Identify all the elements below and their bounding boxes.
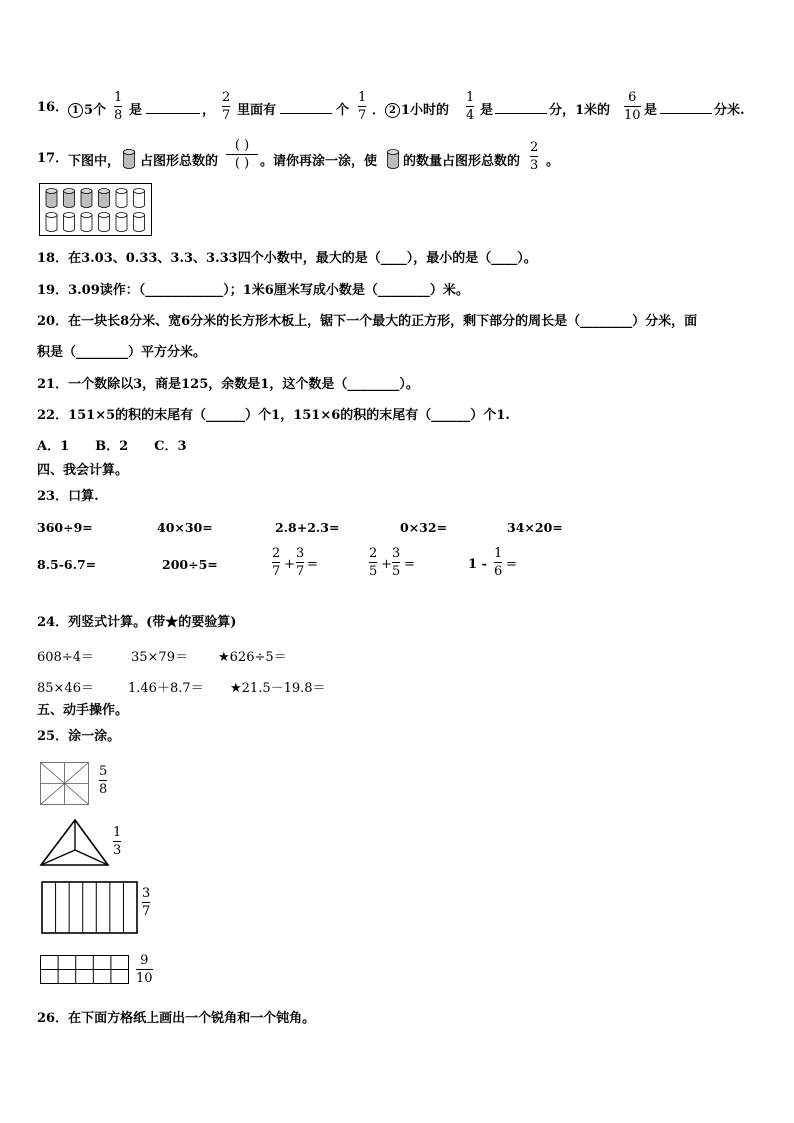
fraction-1-8: 1 8 bbox=[114, 90, 123, 123]
q16-text-e: 个 bbox=[336, 103, 350, 118]
cylinder-grid[interactable] bbox=[39, 183, 153, 237]
fraction-2-7: 2 7 bbox=[272, 546, 281, 579]
fraction-blank[interactable]: ( ) ( ) bbox=[226, 138, 258, 171]
fraction-5-8: 5 8 bbox=[99, 764, 108, 797]
fraction-3-5: 3 5 bbox=[392, 546, 401, 579]
fraction-3-7: 3 7 bbox=[296, 546, 305, 579]
cylinder-icon[interactable] bbox=[116, 189, 127, 208]
answer-blank[interactable] bbox=[660, 101, 712, 114]
fraction-1-6: 1 6 bbox=[494, 546, 503, 579]
q16-number: 16． bbox=[37, 100, 69, 115]
cylinder-icon[interactable] bbox=[46, 213, 57, 232]
q16-text-b: 是 bbox=[129, 103, 143, 118]
cylinder-icon[interactable] bbox=[134, 213, 145, 232]
cylinder-icon bbox=[122, 148, 136, 170]
calc-item: 40×30= bbox=[157, 520, 213, 535]
q16-text-k: 分米. bbox=[714, 103, 745, 118]
vertical-calc-item: 1.46＋8.7＝ bbox=[128, 681, 204, 696]
cylinder-icon[interactable] bbox=[134, 189, 145, 208]
question-21: 21．一个数除以3，商是125，余数是1，这个数是（________）。 bbox=[37, 377, 419, 392]
q16-text-f: ． bbox=[372, 103, 386, 118]
cylinder-icon[interactable] bbox=[99, 189, 110, 208]
q17-text-a: 下图中， bbox=[68, 154, 121, 169]
fraction-3-7: 3 7 bbox=[142, 886, 151, 919]
answer-blank[interactable] bbox=[146, 101, 200, 114]
calc-item: 8.5-6.7= bbox=[37, 557, 97, 572]
q16-text-a: 5个 bbox=[84, 103, 107, 118]
circled-2-icon: 2 bbox=[385, 103, 400, 118]
fraction-1-3: 1 3 bbox=[113, 825, 122, 858]
triangle-thirds-shape[interactable] bbox=[40, 819, 110, 867]
vertical-calc-item: 85×46＝ bbox=[37, 681, 94, 696]
fraction-2-5: 2 5 bbox=[369, 546, 378, 579]
q17-text-b: 占图形总数的 bbox=[140, 154, 219, 169]
q16-text-c: ， bbox=[202, 103, 216, 118]
section-4-heading: 四、我会计算。 bbox=[37, 463, 129, 478]
vertical-calc-item: 608÷4＝ bbox=[37, 650, 94, 665]
answer-blank[interactable] bbox=[280, 101, 332, 114]
calc-item: 34×20= bbox=[507, 520, 563, 535]
q17-text-d: 的数量占图形总数的 bbox=[403, 154, 521, 169]
question-22: 22．151×5的积的末尾有（______）个1，151×6的积的末尾有（______）个1. bbox=[37, 408, 510, 423]
fraction-1-7: 1 7 bbox=[358, 90, 367, 123]
q16-text-g: 1小时的 bbox=[401, 103, 450, 118]
q17-text-e: 。 bbox=[546, 154, 560, 169]
cylinder-icon[interactable] bbox=[99, 213, 110, 232]
plus-sign: + bbox=[381, 557, 392, 572]
q17-number: 17． bbox=[37, 151, 69, 166]
question-24: 24．列竖式计算。(带★的要验算) bbox=[37, 615, 237, 630]
cylinder-icon[interactable] bbox=[64, 213, 75, 232]
circled-1-icon: 1 bbox=[68, 103, 83, 118]
q16-text-i: 分，1米的 bbox=[549, 103, 611, 118]
cylinder-icon[interactable] bbox=[81, 213, 92, 232]
question-20-line1: 20．在一块长8分米、宽6分米的长方形木板上，锯下一个最大的正方形，剩下部分的周长是（________）分米，面 bbox=[37, 314, 698, 329]
question-18: 18．在3.03、0.33、3.3、3.33四个小数中，最大的是（____），最小的是（____）。 bbox=[37, 251, 537, 266]
question-26: 26．在下面方格纸上画出一个锐角和一个钝角。 bbox=[37, 1011, 316, 1026]
section-5-heading: 五、动手操作。 bbox=[37, 703, 129, 718]
q16-text-d: 里面有 bbox=[237, 103, 277, 118]
question-23: 23．口算. bbox=[37, 489, 99, 504]
fraction-6-10: 6 10 bbox=[624, 90, 641, 123]
fraction-1-4: 1 4 bbox=[466, 90, 475, 123]
q16-text-j: 是 bbox=[644, 103, 658, 118]
question-22-options: A．1 B．2 C．3 bbox=[37, 439, 187, 454]
fraction-9-10: 9 10 bbox=[136, 953, 153, 986]
cylinder-icon[interactable] bbox=[116, 213, 127, 232]
rectangle-sevenths-shape[interactable] bbox=[41, 881, 139, 935]
rectangle-tenths-shape[interactable] bbox=[40, 955, 130, 985]
cylinder-icon[interactable] bbox=[46, 189, 57, 208]
answer-blank[interactable] bbox=[495, 101, 547, 114]
question-25: 25．涂一涂。 bbox=[37, 729, 121, 744]
q17-text-c: 。请你再涂一涂，使 bbox=[260, 154, 378, 169]
fraction-2-3: 2 3 bbox=[530, 140, 539, 173]
calc-item: 0×32= bbox=[400, 520, 448, 535]
cylinder-icon[interactable] bbox=[81, 189, 92, 208]
plus-sign: + bbox=[284, 557, 295, 572]
q16-text-h: 是 bbox=[480, 103, 494, 118]
q16-part2 bbox=[372, 99, 449, 118]
vertical-calc-item: 35×79＝ bbox=[131, 650, 188, 665]
calc-item: 2.8+2.3= bbox=[275, 520, 340, 535]
equals-sign: = bbox=[404, 557, 415, 572]
cylinder-icon[interactable] bbox=[64, 189, 75, 208]
question-20-line2: 积是（________）平方分米。 bbox=[37, 345, 207, 360]
whole-one: 1 - bbox=[468, 557, 487, 572]
square-eighths-shape[interactable] bbox=[40, 762, 90, 806]
q16-part1 bbox=[68, 99, 106, 118]
cylinder-icon bbox=[386, 148, 400, 170]
fraction-2-7: 2 7 bbox=[222, 90, 231, 123]
equals-sign: = bbox=[506, 557, 517, 572]
vertical-calc-item: ★21.5－19.8＝ bbox=[230, 681, 326, 696]
question-19: 19．3.09读作：（____________）；1米6厘米写成小数是（________）米。 bbox=[37, 283, 469, 298]
calc-item: 360÷9= bbox=[37, 520, 93, 535]
equals-sign: = bbox=[307, 557, 318, 572]
calc-item: 200÷5= bbox=[162, 557, 218, 572]
vertical-calc-item: ★626÷5＝ bbox=[218, 650, 287, 665]
